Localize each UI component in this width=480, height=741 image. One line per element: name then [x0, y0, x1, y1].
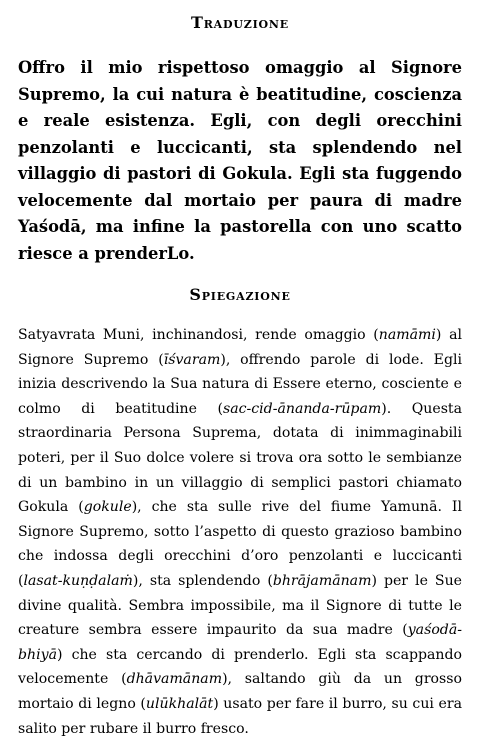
sanskrit-term: yaśodā-bhiyā [18, 622, 462, 663]
sanskrit-term: lasat-kuṇḍalaṁ [23, 572, 133, 589]
sanskrit-term: bhrājamānam [272, 572, 372, 589]
purport-heading: Spiegazione [189, 285, 291, 304]
sanskrit-term: dhāvamānam [126, 671, 223, 688]
purport-segment: ) al Signore Supremo ( [18, 327, 462, 368]
purport-segment: ), offrendo parole di lode. Egli inizia descrivendo la Sua natura di Essere eterno, cosciente e colmo di beatitudine ( [18, 351, 462, 417]
sanskrit-term: namāmi [378, 327, 436, 343]
purport-segment: ) che sta cercando di prenderlo. Egli sta scappando velocemente ( [18, 646, 462, 688]
purport-text [18, 323, 462, 741]
sanskrit-term: sac-cid-ānanda-rūpam [222, 400, 382, 417]
sanskrit-term: gokule [83, 499, 132, 516]
translation-text: Offro il mio rispettoso omaggio al Signore Supremo, la cui natura è beatitudine, coscienza e reale esistenza. Egli, con degli orecchini penzolanti e luccicanti, sta splendendo nel villaggio di pastori di Gokula. Egli sta fuggendo velocemente dal mortaio per paura di madre Yaśodā, ma infine la pastorella con uno scatto riesce a prenderLo. [18, 58, 462, 263]
purport-segment: ) per le Sue divine qualità. Sembra impossibile, ma il Signore di tutte le creature sembra essere impaurito da sua madre ( [18, 572, 462, 639]
purport-segment: ). Questa straordinaria Persona Suprema, dotata di inimmaginabili poteri, per il Suo dolce volere si trova ora sotto le sembianze di un bambino in un villaggio di semplici pastori chiamato Gokula ( [18, 400, 462, 516]
purport-segment: ), sta splendendo ( [132, 572, 273, 589]
purport-segment: ), che sta sulle rive del fiume Yamunā. Il Signore Supremo, sotto l’aspetto di questo grazioso bambino che indossa degli orecchini d’oro penzolanti e luccicanti ( [18, 499, 463, 589]
sanskrit-term: ulūkhalāt [145, 695, 214, 712]
sanskrit-term: īśvaram [163, 351, 221, 368]
purport-segment: ) usato per fare il burro, su cui era salito per rubare il burro fresco. [18, 695, 462, 737]
purport-segment: Satyavrata Muni, inchinandosi, rende omaggio ( [18, 327, 379, 343]
translation-heading: Traduzione [191, 13, 289, 32]
purport-segment: ), saltando giù da un grosso mortaio di legno ( [18, 671, 462, 712]
